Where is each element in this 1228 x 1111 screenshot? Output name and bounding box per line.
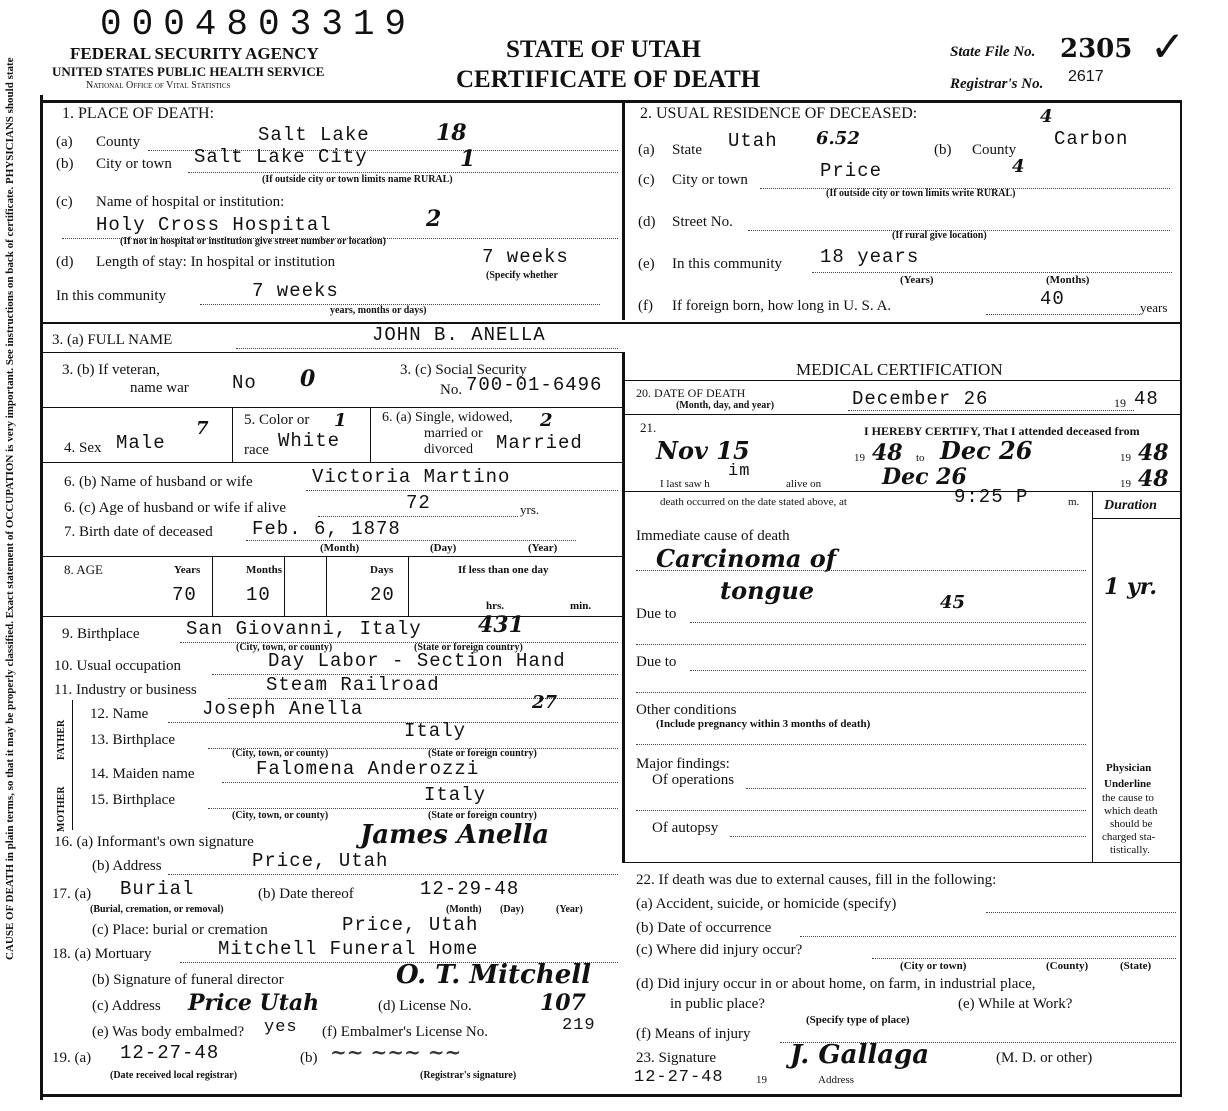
spouse-label: 6. (b) Name of husband or wife: [64, 474, 253, 490]
burial-day-label: (Day): [500, 904, 524, 915]
industry-label: 11. Industry or business: [54, 682, 197, 698]
stay-note: (Specify whether: [486, 270, 558, 281]
injury-where-label: (c) Where did injury occur?: [636, 942, 803, 958]
marital-label-2: married or: [424, 426, 483, 441]
agency-line-2: UNITED STATES PUBLIC HEALTH SERVICE: [52, 64, 325, 79]
physician-note-6: charged sta-: [1102, 831, 1156, 843]
duration-head: Duration: [1104, 498, 1157, 513]
physician-note-4: which death: [1104, 805, 1158, 817]
age-years-value: 70: [172, 584, 197, 606]
years-label: (Years): [900, 274, 934, 286]
injury-specify-note: (Specify type of place): [806, 1014, 910, 1026]
community-stay-value: 7 weeks: [252, 280, 339, 302]
due-to-label-2: Due to: [636, 654, 677, 670]
burial-place-label: (c) Place: burial or cremation: [92, 922, 268, 938]
father-city-note: (City, town, or county): [232, 748, 329, 759]
physician-md-label: (M. D. or other): [996, 1050, 1093, 1066]
age-months-value: 10: [246, 584, 271, 606]
age-min-label: min.: [570, 600, 592, 612]
residence-state-label: State: [672, 142, 702, 158]
major-findings-label: Major findings:: [636, 756, 730, 772]
death-city-value: Salt Lake City: [194, 146, 368, 168]
sex-code: 7: [196, 418, 209, 439]
residence-city-label: City or town: [672, 172, 748, 188]
street-label: Street No.: [672, 214, 733, 230]
race-code: 1: [334, 410, 347, 431]
occurrence-date-label: (b) Date of occurrence: [636, 920, 772, 936]
embalmer-value: 219: [562, 1016, 596, 1035]
mother-birthplace-value: Italy: [424, 784, 487, 806]
occurred-label: death occurred on the date stated above, at: [660, 496, 847, 508]
injury-work-label: (e) While at Work?: [958, 996, 1073, 1012]
residence-state-value: Utah: [728, 130, 778, 152]
registrar-signature-note: (Registrar's signature): [420, 1070, 517, 1081]
death-date-note: (Month, day, and year): [676, 400, 775, 411]
residence-city-code: 4: [1012, 156, 1025, 177]
m-label: m.: [1068, 496, 1080, 508]
burial-label: 17. (a): [52, 886, 92, 902]
marital-code: 2: [540, 410, 553, 431]
death-year-prefix: 19: [1114, 396, 1126, 410]
birthplace-label: 9. Birthplace: [62, 626, 140, 642]
physician-sign-date: 12-27-48: [634, 1068, 724, 1087]
mortuary-address-label: (c) Address: [92, 998, 161, 1014]
embalmed-label: (e) Was body embalmed?: [92, 1024, 245, 1040]
veteran-label: 3. (b) If veteran,: [62, 362, 160, 378]
age-hrs-label: hrs.: [486, 600, 505, 612]
death-time-value: 9:25 P: [954, 486, 1029, 508]
mother-city-note: (City, town, or county): [232, 810, 329, 821]
checkmark-icon: ✓: [1150, 22, 1186, 71]
street-note: (If rural give location): [892, 230, 987, 241]
burial-place-value: Price, Utah: [342, 914, 479, 936]
mortuary-label: 18. (a) Mortuary: [52, 946, 152, 962]
birth-month-label: (Month): [320, 542, 360, 554]
embalmed-value: yes: [264, 1018, 298, 1037]
race-label: race: [244, 442, 269, 458]
father-code: 27: [532, 692, 558, 713]
birthplace-code: 431: [478, 612, 524, 638]
document-title-state: STATE OF UTAH: [506, 36, 701, 63]
serial-number: 0004803319: [100, 4, 417, 45]
spouse-age-value: 72: [406, 492, 431, 514]
spouse-value: Victoria Martino: [312, 466, 511, 488]
mother-birthplace-label: 15. Birthplace: [90, 792, 175, 808]
hospital-label: Name of hospital or institution:: [96, 194, 285, 210]
birth-day-label: (Day): [430, 542, 457, 554]
stay-label: Length of stay: In hospital or institution: [96, 254, 336, 270]
birth-label: 7. Birth date of deceased: [64, 524, 213, 540]
community-stay-label: In this community: [56, 288, 166, 304]
document-title: CERTIFICATE OF DEATH: [456, 66, 761, 93]
other-conditions-note: (Include pregnancy within 3 months of death): [656, 718, 871, 730]
death-city-note: (If outside city or town limits name RURAL): [262, 174, 453, 185]
physician-note-1: Physician: [1106, 762, 1152, 774]
birth-year-label: (Year): [528, 542, 558, 554]
autopsy-label: Of autopsy: [652, 820, 719, 836]
birth-value: Feb. 6, 1878: [252, 518, 401, 540]
burial-date-value: 12-29-48: [420, 878, 520, 900]
residence-community-label: In this community: [672, 256, 782, 272]
mother-name-label: 14. Maiden name: [90, 766, 195, 782]
burial-month-label: (Month): [446, 904, 482, 915]
residence-state-code: 6.52: [816, 128, 860, 149]
injury-city-note: (City or town): [900, 960, 967, 972]
foreign-label: If foreign born, how long in U. S. A.: [672, 298, 892, 314]
last-saw-value: im: [728, 462, 751, 481]
state-file-label: State File No.: [950, 44, 1036, 60]
mortuary-address-value: Price Utah: [188, 990, 320, 1016]
ss-no-label: No.: [440, 382, 463, 398]
burial-date-label: (b) Date thereof: [258, 886, 354, 902]
burial-year-label: (Year): [556, 904, 583, 915]
father-country-note: (State or foreign country): [428, 748, 537, 759]
injury-home-label: (d) Did injury occur in or about home, on farm, in industrial place,: [636, 976, 1036, 992]
injury-means-label: (f) Means of injury: [636, 1026, 751, 1042]
burial-value: Burial: [120, 878, 195, 900]
residence-county-value: Carbon: [1054, 128, 1129, 150]
cause-line-1: Carcinoma of: [656, 544, 837, 573]
death-county-code: 18: [436, 120, 467, 146]
veteran-code: 0: [300, 366, 316, 392]
death-date-label: 20. DATE OF DEATH: [636, 386, 746, 400]
physician-note-2: Underline: [1104, 778, 1152, 790]
agency-line-1: FEDERAL SECURITY AGENCY: [70, 44, 319, 63]
informant-signature-label: 16. (a) Informant's own signature: [54, 834, 254, 850]
certify-number: 21.: [640, 420, 657, 435]
father-birthplace-label: 13. Birthplace: [90, 732, 175, 748]
death-city-code: 1: [460, 146, 476, 172]
injury-public-label: in public place?: [670, 996, 765, 1012]
full-name-label: 3. (a) FULL NAME: [52, 332, 173, 348]
director-label: (b) Signature of funeral director: [92, 972, 284, 988]
age-months-head: Months: [246, 564, 283, 576]
age-less-head: If less than one day: [458, 564, 549, 576]
marital-label-3: divorced: [424, 442, 473, 457]
informant-address-value: Price, Utah: [252, 850, 389, 872]
registrar-signature-label: (b): [300, 1050, 318, 1066]
stay-value: 7 weeks: [482, 246, 569, 268]
physician-note-7: tistically.: [1110, 844, 1150, 856]
physician-address-label: Address: [818, 1074, 855, 1086]
cause-code: 45: [940, 592, 966, 613]
father-side-label: FATHER: [56, 719, 67, 760]
birthplace-city-note: (City, town, or county): [236, 642, 333, 653]
cause-line-2: tongue: [720, 576, 815, 605]
sex-value: Male: [116, 432, 166, 454]
veteran-value: No: [232, 372, 257, 394]
death-year-value: 48: [1134, 388, 1159, 410]
mother-name-value: Falomena Anderozzi: [256, 758, 480, 780]
last-saw-label: I last saw h: [660, 478, 710, 490]
embalmer-label: (f) Embalmer's License No.: [322, 1024, 488, 1040]
informant-address-label: (b) Address: [92, 858, 162, 874]
state-file-number: 2305: [1060, 34, 1133, 64]
duration-value: 1 yr.: [1104, 574, 1157, 600]
margin-line: [40, 95, 43, 1100]
margin-instructions: CAUSE OF DEATH in plain terms, so that it may be properly classified. Exact statement of OCCUPATION is very important. See instructions on back of certificate. PHYSICIANS should state: [4, 57, 16, 960]
sex-label: 4. Sex: [64, 440, 102, 456]
physician-note-3: the cause to: [1102, 792, 1154, 804]
residence-heading: 2. USUAL RESIDENCE OF DECEASED:: [640, 105, 918, 122]
attended-to: Dec 26: [940, 436, 1033, 465]
alive-on-label: alive on: [786, 478, 822, 490]
marital-label-1: 6. (a) Single, widowed,: [382, 410, 513, 425]
residence-county-code: 4: [1040, 106, 1053, 127]
registrar-signature: ~~ ~~~ ~~: [330, 1040, 462, 1064]
death-city-label: City or town: [96, 156, 172, 172]
physician-signature-label: 23. Signature: [636, 1050, 716, 1066]
birthplace-country-note: (State or foreign country): [414, 642, 523, 653]
occupation-value: Day Labor - Section Hand: [268, 650, 566, 672]
birthplace-value: San Giovanni, Italy: [186, 618, 422, 640]
death-date-value: December 26: [852, 388, 989, 410]
injury-county-note: (County): [1046, 960, 1089, 972]
registrar-date: 12-27-48: [120, 1042, 220, 1064]
other-conditions-label: Other conditions: [636, 702, 737, 718]
death-county-value: Salt Lake: [258, 124, 370, 146]
license-value: 107: [540, 990, 586, 1016]
ss-label: 3. (c) Social Security: [400, 362, 527, 378]
last-saw-year: 48: [1138, 466, 1169, 492]
community-stay-note: years, months or days): [330, 305, 427, 316]
accident-label: (a) Accident, suicide, or homicide (specify): [636, 896, 897, 912]
residence-city-value: Price: [820, 160, 883, 182]
registrar-number-label: Registrar's No.: [950, 76, 1044, 92]
father-name-value: Joseph Anella: [202, 698, 364, 720]
mortuary-value: Mitchell Funeral Home: [218, 938, 479, 960]
mother-side-label: MOTHER: [56, 786, 67, 832]
full-name-value: JOHN B. ANELLA: [372, 324, 546, 346]
license-label: (d) License No.: [378, 998, 472, 1014]
spouse-age-label: 6. (c) Age of husband or wife if alive: [64, 500, 287, 516]
hospital-code: 2: [426, 206, 442, 232]
informant-signature: James Anella: [360, 820, 550, 850]
registrar-date-note: (Date received local registrar): [110, 1070, 238, 1081]
ss-value: 700-01-6496: [466, 374, 603, 396]
age-label: 8. AGE: [64, 562, 103, 577]
burial-note: (Burial, cremation, or removal): [90, 904, 224, 915]
attended-to-year: 48: [1138, 440, 1169, 466]
place-of-death-heading: 1. PLACE OF DEATH:: [62, 105, 215, 122]
external-heading: 22. If death was due to external causes, fill in the following:: [636, 872, 997, 888]
race-value: White: [278, 430, 341, 452]
certify-text: I HEREBY CERTIFY, That I attended deceased from: [864, 424, 1140, 438]
father-name-label: 12. Name: [90, 706, 149, 722]
industry-value: Steam Railroad: [266, 674, 440, 696]
age-years-head: Years: [174, 564, 201, 576]
last-saw-date: Dec 26: [882, 464, 967, 490]
hospital-note: (If not in hospital or institution give street number or location): [120, 236, 386, 247]
attended-from: Nov 15: [656, 436, 750, 465]
physician-signature: J. Gallaga: [790, 1040, 930, 1070]
immediate-cause-label: Immediate cause of death: [636, 528, 790, 544]
physician-note-5: should be: [1110, 818, 1153, 830]
yrs-label: yrs.: [520, 502, 540, 517]
mother-country-note: (State or foreign country): [428, 810, 537, 821]
foreign-value: 40: [1040, 288, 1065, 310]
marital-value: Married: [496, 432, 583, 454]
due-to-label-1: Due to: [636, 606, 677, 622]
hospital-value: Holy Cross Hospital: [96, 214, 332, 236]
death-county-label: County: [96, 134, 141, 150]
operations-label: Of operations: [652, 772, 735, 788]
director-signature: O. T. Mitchell: [396, 960, 592, 990]
agency-line-3: National Office of Vital Statistics: [86, 80, 231, 91]
attended-to-label: to: [916, 452, 925, 464]
residence-county-label: County: [972, 142, 1017, 158]
age-days-head: Days: [370, 564, 394, 576]
injury-state-note: (State): [1120, 960, 1152, 972]
occupation-label: 10. Usual occupation: [54, 658, 182, 674]
registrar-number: 2617: [1068, 68, 1104, 85]
registrar-label: 19. (a): [52, 1050, 92, 1066]
residence-city-note: (If outside city or town limits write RURAL): [826, 188, 1016, 199]
color-label: 5. Color or: [244, 412, 310, 428]
foreign-unit: years: [1140, 300, 1168, 315]
attended-from-year: 48: [872, 440, 903, 466]
months-label: (Months): [1046, 274, 1090, 286]
father-birthplace-value: Italy: [404, 720, 467, 742]
age-days-value: 20: [370, 584, 395, 606]
medical-heading: MEDICAL CERTIFICATION: [796, 360, 1003, 379]
residence-community-value: 18 years: [820, 246, 920, 268]
war-label: name war: [130, 380, 189, 396]
